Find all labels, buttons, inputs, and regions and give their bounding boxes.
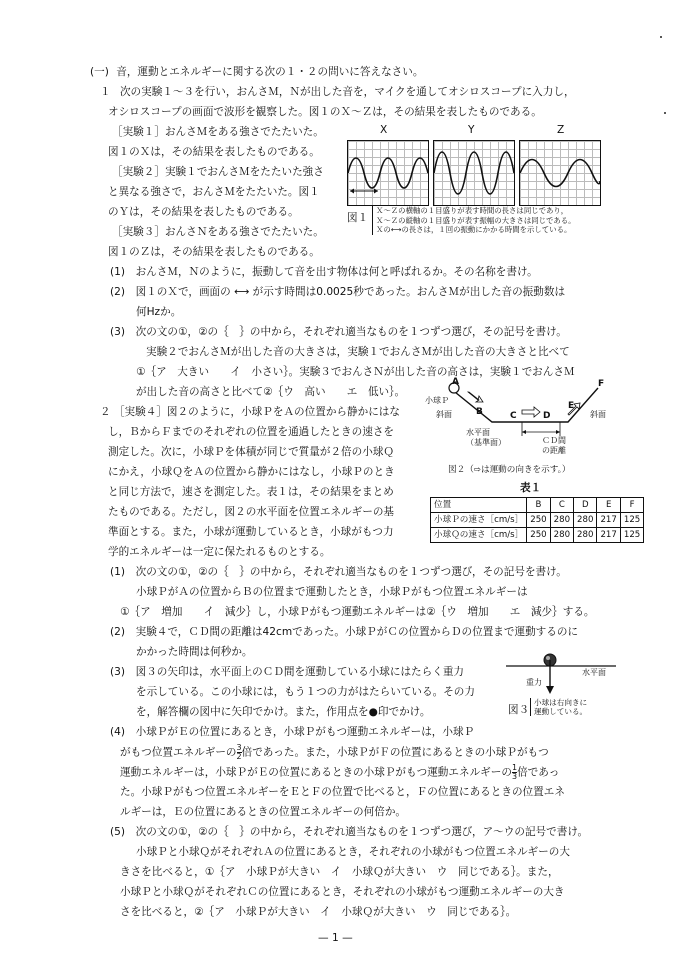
waveform-z [520,141,600,205]
q2-line8: 学的エネルギーは一定に保たれるものとする。 [108,546,331,558]
table-cell: 250 [527,513,550,528]
table-cell: 125 [620,513,643,528]
fig1-note: Ｘ～Ｚの横軸の１目盛りが表す時間の長さは同じであり， Ｘ～Ｚの縦軸の１目盛りが表す振幅の大きさは同じである。 Ｘの⟷の長さは，１回の振動にかかる時間を示している。 [372,206,576,235]
exp3-line1: ［実験３］おんさＮをある強さでたたいた。 [112,226,324,238]
q2-p4-line2: がもつ位置エネルギーの $\frac{3}{2}$ 倍であった。また，小球ＰがＦの位置にあるときの小球Ｐがもつ [120,743,549,761]
q1-p2-line2: 何Hzか。 [136,306,182,318]
q2-p4-line1: (4) 小球ＰがＥの位置にあるとき，小球Ｐがもつ運動エネルギーは，小球Ｐ [110,726,475,738]
table-cell: 250 [527,528,550,543]
table-cell: 217 [597,528,620,543]
q2-p2-line1: (2) 実験４で，ＣＤ間の距離は42cmであった。小球ＰがＣの位置からＤの位置まで運動するのに [110,626,579,638]
table-cell: 280 [574,528,597,543]
table-cell: 280 [550,528,573,543]
q2-p4-line5: ルギーは，Ｅの位置にあるときの位置エネルギーの何倍か。 [120,806,407,818]
oscilloscope-screen-y [433,140,515,206]
fig1-label-y: Y [468,124,475,136]
fig1-label-z: Z [557,124,565,136]
fig2-point-f: F [598,379,605,389]
fig2-point-d: D [543,411,551,421]
page-number: — 1 — [318,932,353,944]
exp2-line2: と異なる強さで，おんさＭをたたいた。図１ [108,186,320,198]
q2-line5: と同じ方法で，速さを測定した。表１は，その結果をまとめ [108,486,394,498]
fig2-slope-right: 斜面 [590,410,606,419]
q2-line4: にかえ，小球ＱをＡの位置から静かにはなし，小球Ｐのとき [108,466,395,478]
q2-line6: たものである。ただし，図２の水平面を位置エネルギーの基 [108,506,395,518]
oscilloscope-screen-x [347,140,429,206]
q2-p1-line1: (1) 次の文の①，②の｛ ｝の中から，それぞれ適当なものを１つずつ選び，その記号を書け。 [110,566,567,578]
table-header-cell: E [597,498,620,513]
table-header-row [431,498,644,513]
q2-p5-line5: さを比べると，②｛ア 小球Ｐが大きい イ 小球Ｑが大きい ウ 同じである｝。 [120,906,517,918]
q2-p3-line1: (3) 図３の矢印は，水平面上のＣＤ間を運動している小球にはたらく重力 [110,666,465,678]
q2-p5-line1: (5) 次の文の①，②の｛ ｝の中から，それぞれ適当なものを１つずつ選び，ア～ウの記号で書け。 [110,826,589,838]
table-cell: 125 [620,528,643,543]
q1-p2-line1: (2) 図１のＸで，画面の ⟷ が示す時間は0.0025秒であった。おんさＭが出した音の振動数は [110,286,566,298]
q1-p3-line4: が出した音の高さと比べて②｛ウ 高い エ 低い｝。 [136,386,406,398]
q2-line2: し，ＢからＦまでのそれぞれの位置を通過したときの速さを [108,426,395,438]
q1-p3-line3: ①｛ア 大きい イ 小さい｝。実験３でおんさＮが出した音の高さは，実験１でおんさＭ [136,366,575,378]
table-header-cell: 位置 [431,498,527,513]
oscilloscope-screen-z [519,140,601,206]
exp2-line1: ［実験２］実験１でおんさＭをたたいた強さ [112,166,324,178]
waveform-x [348,141,428,205]
fig2-point-c: C [510,411,517,421]
table-row [431,528,644,543]
fig3-surface-label: 水平面 [582,668,606,677]
q2-p4-line3: 運動エネルギーは，小球ＰがＥの位置にあるときの小球Ｐがもつ運動エネルギーの $\frac{1}{3}$ 倍であっ [120,763,560,781]
q2-p5-line2: 小球Ｐと小球ＱがそれぞれＡの位置にあるとき，それぞれの小球がもつ位置エネルギーの大 [136,846,570,858]
scan-speck [664,112,666,114]
fig2-flat-label: 水平面 （基準面） [466,428,506,447]
fig1-label-x: X [380,124,388,136]
table-cell: 小球Ｑの速さ［cm/s］ [431,528,527,543]
fraction-one-third: $\frac{1}{3}$ [511,763,518,781]
q1-number: １ [100,86,111,98]
q2-number: ２ [100,406,111,418]
q1-p3-line1: (3) 次の文の①，②の｛ ｝の中から，それぞれ適当なものを１つずつ選び，その記号を書け。 [110,326,567,338]
table-header-cell: F [620,498,643,513]
table-cell: 280 [550,513,573,528]
fig2-point-e: E [568,401,575,411]
fig2-point-a: A [452,377,459,387]
table-header-cell: B [527,498,550,513]
fig2-ball-label: 小球Ｐ [425,396,449,405]
q2-line1: ２ ［実験４］図２のように，小球ＰをＡの位置から静かにはな [100,406,400,418]
table1-caption: 表１ [520,482,542,494]
fig2-caption: 図２（⇨は運動の向きを示す。） [448,465,571,475]
q2-line7: 準面とする。また，小球が運動しているとき，小球がもつ力 [108,526,394,538]
fraction-three-halves: $\frac{3}{2}$ [236,743,242,761]
table-cell: 小球Ｐの速さ［cm/s］ [431,513,527,528]
q2-p4-line4: た。小球Ｐがもつ位置エネルギーをＥとＦの位置で比べると，Ｆの位置にあるときの位置エネ [120,786,565,798]
q2-line3: 測定した。次に，小球Ｐを体積が同じで質量が２倍の小球Ｑ [108,446,395,458]
q2-p3-line3: を，解答欄の図中に矢印でかけ。また，作用点を●印でかけ。 [136,706,431,718]
table1 [430,497,644,543]
q2-p2-line2: かかった時間は何秒か。 [136,646,253,658]
table-cell: 280 [574,513,597,528]
fig3-caption: 図３ [508,704,530,716]
section-intro: 音，運動とエネルギーに関する次の１・２の問いに答えなさい。 [116,66,424,78]
table-cell: 217 [597,513,620,528]
exp1-line2: 図１のＸは，その結果を表したものである。 [108,146,320,158]
q2-p5-line3: きさを比べると，①｛ア 小球Ｐが大きい イ 小球Ｑが大きい ウ 同じである｝。また， [120,866,559,878]
exp1-line1: ［実験１］おんさＭをある強さでたたいた。 [112,126,324,138]
waveform-y [434,141,514,205]
q1-intro-line2: オシロスコープの画面で波形を観察した。図１のＸ～Ｚは，その結果を表したものである。 [108,106,542,118]
section-heading [90,64,423,82]
q1-p1: (1) おんさＭ，Ｎのように，振動して音を出す物体は何と呼ばれるか。その名称を書け。 [110,266,538,278]
q2-p1-line2: 小球ＰがＡの位置からＢの位置まで運動したとき，小球Ｐがもつ位置エネルギーは [136,586,528,598]
fig2-cd-distance: ＣＤ間 の距離 [542,436,566,455]
fig2-point-b: B [476,407,483,417]
fig3-note: 小球は右向きに 運動している。 [530,698,587,716]
section-label: (一) [90,66,109,78]
q2-p1-line3: ①｛ア 増加 イ 減少｝し，小球Ｐがもつ運動エネルギーは②｛ウ 増加 エ 減少｝する。 [120,606,595,618]
scan-speck [660,36,662,38]
fig2-slope-left: 斜面 [436,410,452,419]
exp3-line2: 図１のＺは，その結果を表したものである。 [108,246,320,258]
table-row [431,513,644,528]
table-header-cell: C [550,498,573,513]
fig1-caption: 図１ [347,212,369,224]
table-header-cell: D [574,498,597,513]
q2-p3-line2: を示している。この小球には，もう１つの力がはたらいている。その力 [136,686,475,698]
q1-p3-line2: 実験２でおんさＭが出した音の大きさは，実験１でおんさＭが出した音の大きさと比べて [146,346,570,358]
q1-intro-line1: １ 次の実験１～３を行い，おんさＭ，Ｎが出した音を，マイクを通してオシロスコープに入力し， [100,86,575,98]
exp2-line3: のＹは，その結果を表したものである。 [108,206,299,218]
q2-p5-line4: 小球Ｐと小球ＱがそれぞれＣの位置にあるとき，それぞれの小球がもつ運動エネルギーの大き [120,886,565,898]
fig3-force-label: 重力 [526,678,542,687]
